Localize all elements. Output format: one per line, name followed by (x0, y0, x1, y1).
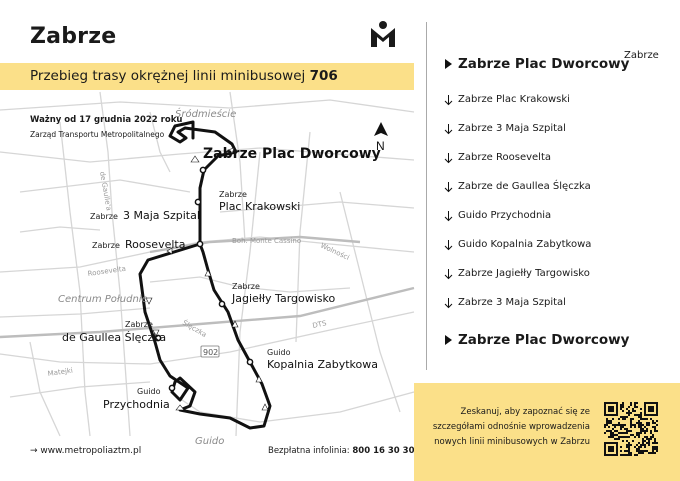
down-arrow-icon (444, 269, 453, 279)
street-degaulle: de Gaulle'a (98, 170, 113, 212)
road-shield (201, 346, 219, 357)
stop-list-item (444, 268, 590, 279)
stop-marker (247, 359, 252, 364)
stop-list-item (444, 332, 629, 348)
street-sleczka: Ślęczka (181, 318, 208, 339)
street-wolnosci: Wolności (319, 241, 351, 262)
map-label-gaullea: de Gaullea Ślęczka (62, 331, 167, 344)
map-label-jagielly: Jagiełły Targowisko (232, 292, 336, 305)
district-centrum-poludnie: Centrum Południe (58, 294, 148, 305)
infoline-number: 800 16 30 30 (352, 446, 415, 456)
infoline (268, 446, 414, 456)
stop-marker (200, 167, 205, 172)
down-arrow-icon (444, 182, 453, 192)
stop-name: Zabrze Plac Dworcowy (458, 56, 630, 72)
stop-name: Zabrze Plac Krakowski (458, 94, 570, 105)
map-label-3maja-name: 3 Maja Szpital (122, 209, 200, 222)
map-label-krakowski-prefix: Zabrze (219, 190, 247, 199)
map-label-gaullea-prefix: Zabrze (125, 320, 153, 329)
divider (426, 22, 427, 370)
stop-list-item (444, 94, 570, 105)
agency-name: Zarząd Transportu Metropolitalnego (30, 130, 165, 139)
page-title: Zabrze (30, 24, 117, 49)
valid-from: Ważny od 17 grudnia 2022 roku (30, 115, 183, 125)
map-label-kopalnia-prefix: Guido (267, 348, 291, 357)
stop-list-item (444, 297, 566, 308)
route-subtitle (30, 68, 338, 84)
down-arrow-icon (444, 153, 453, 163)
down-arrow-icon (444, 240, 453, 250)
map-label-przychodnia: Przychodnia (103, 398, 170, 411)
stop-name: Guido Przychodnia (458, 210, 552, 221)
map-label-terminal: Zabrze Plac Dworcowy (203, 146, 381, 162)
stop-name: Zabrze 3 Maja Szpital (458, 297, 566, 308)
stop-marker (197, 241, 202, 246)
down-arrow-icon (444, 95, 453, 105)
stop-name: Zabrze Plac Dworcowy (458, 332, 630, 348)
map-label-roosevelta-prefix: Zabrze (92, 241, 120, 250)
metropolia-logo-icon (369, 20, 397, 48)
subtitle-text: Przebieg trasy okrężnej linii minibusowej (30, 68, 306, 84)
stop-list-item (444, 181, 591, 192)
qr-code-icon[interactable] (604, 402, 658, 456)
north-label: N (376, 139, 385, 153)
stop-name: Zabrze Jagiełły Targowisko (458, 268, 590, 279)
street-dts: DTS (311, 319, 328, 330)
stop-list-item (444, 152, 551, 163)
map-label-przychodnia-prefix: Guido (137, 387, 161, 396)
district-srodmiescie: Śródmieście (175, 109, 237, 120)
stop-list-item (444, 123, 566, 134)
down-arrow-icon (444, 298, 453, 308)
qr-panel-text: Zeskanuj, aby zapoznać się ze szczegółami odnośnie wprowadzenia nowych linii minibusowych w Zabrzu (432, 407, 590, 447)
stop-name: Zabrze de Gaullea Ślęczka (458, 181, 591, 192)
map-label-krakowski: Plac Krakowski (219, 200, 301, 213)
stop-list-item (444, 210, 551, 221)
street-roosevelta: Roosevelta (87, 264, 127, 278)
map-label-3maja (90, 204, 200, 223)
street-monte-cassino: Boh. Monte Cassino (232, 237, 302, 245)
sidebar-city-label: Zabrze (624, 50, 659, 61)
map-label-roosevelta-name: Roosevelta (124, 238, 186, 251)
start-triangle-icon (444, 59, 453, 69)
stop-name: Zabrze Roosevelta (458, 152, 552, 163)
website-link[interactable]: → www.metropoliaztm.pl (30, 446, 142, 456)
map-label-kopalnia: Kopalnia Zabytkowa (267, 358, 378, 371)
down-arrow-icon (444, 211, 453, 221)
line-number: 706 (309, 68, 338, 84)
end-triangle-icon (444, 335, 453, 345)
district-guido: Guido (195, 436, 225, 447)
road-shield-label: 902 (203, 348, 219, 357)
map-label-3maja-prefix: Zabrze (90, 212, 118, 221)
stop-list-item (444, 239, 591, 250)
stop-marker (219, 301, 224, 306)
down-arrow-icon (444, 124, 453, 134)
map-label-jagielly-prefix: Zabrze (232, 282, 260, 291)
stop-name: Guido Kopalnia Zabytkowa (458, 239, 592, 250)
street-matejki: Matejki (47, 366, 74, 378)
stop-marker (169, 385, 174, 390)
infoline-label: Bezpłatna infolinia: (268, 446, 350, 456)
stop-name: Zabrze 3 Maja Szpital (458, 123, 566, 134)
stop-list-item (444, 56, 629, 72)
route-map (0, 92, 414, 447)
map-label-roosevelta (92, 233, 185, 252)
